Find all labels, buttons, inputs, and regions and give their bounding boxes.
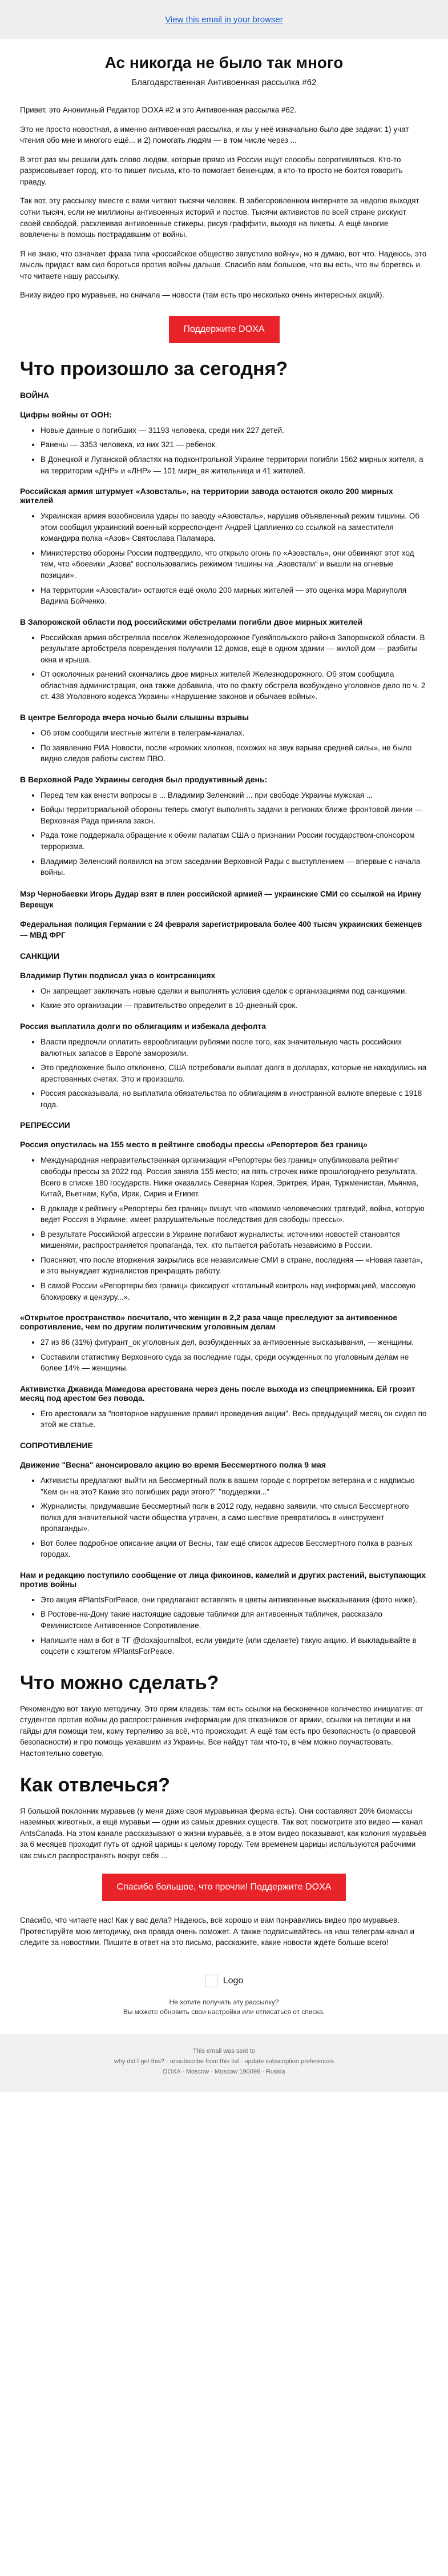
putin-heading: Владимир Путин подписал указ о контрсанкциях [20,970,216,980]
support-doxa-button[interactable]: Поддержите DOXA [169,316,280,343]
main-content [20,39,428,2017]
war-heading: ВОЙНА [20,390,49,400]
intro-paragraph-3: В этот раз мы решили дать слово людям, которые прямо из России ищут способы сопротивляться. Кто-то разрисовывает город, кто-то пишет письма, кто-то помогает беженцам, а кто-то просто не боится говорить правду. [20,155,403,186]
footer-logo [20,1975,428,1987]
activist-list [20,1408,428,1430]
rsf-list [20,1155,428,1303]
list-item: • Об этом сообщили местные жители в телеграм-каналах. [41,728,428,739]
azovstal-list [20,511,428,607]
list-item: • В Ростове-на-Дону такие настоящие садовые таблички для антивоенных табличек, рассказало Феминистское Антивоенное Сопротивление. [41,1609,428,1631]
list-item: • Вот более подробное описание акции от Весны, там ещё список адресов Бессмертного полка в разных городах. [41,1538,428,1560]
list-item: • Поясняют, что после вторжения закрылись все независимые СМИ в стране, последняя — «Новая газета», и это вынуждает журналистов прекращать работу. [41,1255,428,1277]
list-item: • В результате Российской агрессии в Украине погибают журналисты, источники новостей становятся мишенями, распространяется пропаганда, тех, кто пытается работать независимо в России. [41,1229,428,1251]
intro-paragraph-2: Это не просто новостная, а именно антивоенная рассылка, и мы у неё изначально было две задачи: 1) учат чтения обо мне и многого ещё... и 2) помогать людям — в том числе через ... [20,124,409,145]
belgorod-list [20,728,428,765]
putin-list [20,986,428,1011]
list-item: • По заявлению РИА Новости, после «громких хлопков, похожих на звук взрыва средней силы», не было видно следов работы систем ПВО. [41,742,428,765]
list-item: • Российская армия обстреляла поселок Железнодорожное Гуляйпольского района Запорожской области. В результате артобстрела повреждения получили 12 домов, ещё в одном здании — жилой дом — разбиты окна и крыша. [41,632,428,666]
unsubscribe-text-2[interactable]: Вы можете обновить свои настройки или отписаться от списка. [123,2007,325,2016]
list-item: • Рада тоже поддержала обращение к обеим палатам США о признании России государством-спонсором терроризма. [41,830,428,852]
zaporizhzhia-list [20,632,428,702]
thanks-support-button[interactable]: Спасибо большое, что прочли! Поддержите DOXA [102,1874,346,1901]
rsf-heading: Россия опустилась на 155 место в рейтинге свободы прессы «Репортеров без границ» [20,1140,368,1150]
numbers-list [20,425,428,476]
closing-paragraph: Спасибо, что читаете нас! Как у вас дела? Надеюсь, всё хорошо и вам понравились видео про муравьев. Протестируйте мою методичку, она правда очень поможет. А также подписывайтесь на наш телеграм-канал и следите за новостями. Пишите в ответ на это письмо, расскажите, какие новости ждёте больше всего! [20,1916,415,1947]
open-space-heading: «Открытое пространство» посчитало, что женщин в 2,2 раза чаще преследуют за антивоенное сопротивление, чем по другим политическим уголовным делам [20,1313,398,1332]
azovstal-heading: Российская армия штурмует «Азовсталь», на территории завода остаются около 200 мирных жителей [20,487,393,505]
numbers-heading: Цифры войны от ООН: [20,409,112,419]
activist-heading: Активистка Джавида Мамедова арестована через день после выхода из спецприемника. Ей грозит месяц под арестом без повода. [20,1384,415,1402]
footer-address: DOXA · Moscow · Moscow 190098 · Russia [163,2068,285,2075]
sent-to-text: This email was sent to [193,2047,255,2055]
zaporizhzhia-heading: В Запорожской области под российскими обстрелами погибли двое мирных жителей [20,617,363,626]
resistance-heading: СОПРОТИВЛЕНИЕ [20,1440,93,1450]
list-item: • От осколочных ранений скончались двое мирных жителей Железнодорожного. Об этом сообщила областная администрация, она также добавила, что по факту обстрела возбуждено уголовное дело по ч. 2 ст. 438 Уголовного кодекса Украины «Нарушение законов и обычаев войны». [41,669,428,702]
open-space-list [20,1337,428,1374]
list-item: • Ранены — 3353 человека, из них 321 — ребенок. [41,439,428,451]
list-item: • Бойцы территориальной обороны теперь смогут выполнять задачи в регионах ближе фронтовой линии — Верховная Рада приняла закон. [41,804,428,826]
gray-footer [0,2034,448,2092]
list-item: • Активисты предлагают выйти на Бессмертный полк в вашем городе с портретом ветерана и с надписью "Кем он на это? Какие это погибших ради этого?" "поддержки..." [41,1475,428,1497]
what-to-do-paragraph: Рекомендую вот такую методичку. Это прям кладезь: там есть ссылки на бесконечное количество инициатив: от студентов против войны до распространения информации для отказников от армии, ссылки на петиции и на гайды для помощи тем, кому терпеливо за всё, что происходит. А ещё там есть про безопасность (о правовой безопасности) и про помощь уехавшим из Украины. Все найдут там что-то, в чём можно поучаствовать. Настоятельно советую. [20,1704,423,1758]
intro-greeting: Привет, это Анонимный Редактор DOXA #2 и это Антивоенная рассылка #62. [20,106,297,114]
list-item: • Он запрещает заключать новые сделки и выполнять условия сделок с организациями под санкциями. [41,986,428,997]
germany-news: Федеральная полиция Германии с 24 февраля зарегистрировала более 400 тысяч украинских беженцев — МВД ФРГ [20,919,422,940]
topbar [0,0,448,39]
plants-heading: Нам и редакцию поступило сообщение от лица фикоинов, камелий и других растений, выступающих против войны [20,1570,426,1589]
mayor-news: Мэр Чернобаевки Игорь Дудар взят в плен российской армией — украинские СМИ со ссылкой на Ирину Верещук [20,889,422,910]
view-in-browser-link[interactable]: View this email in your browser [165,14,283,25]
list-item: • Напишите нам в бот в ТГ @doxajournalbot, если увидите (или сделаете) такую акцию. И выкладывайте в соцсети с хэштегом #PlantsForPeace. [41,1635,428,1657]
intro-paragraph-4: Так вот, эту рассылку вместе с вами читают тысячи человек. В забегоровленном интернете за недолю выходят сотни тысяч, если не миллионы антивоенных историй и постов. Тысячи активистов по всей стране рискуют своей свободой, расклеивая антивоенные стикеры, рисуя граффити, выходя на пикеты. А ещё многие вовлечены в помощь пострадавшим от войны. [20,196,419,239]
list-item: • Журналисты, придумавшие Бессмертный полк в 2012 году, недавно заявили, что смысл Бессмертного полка для значительной части общества утрачен, а само шествие превратилось в «инструмент пропаганды». [41,1501,428,1534]
email-subtitle: Благодарственная Антивоенная рассылка #62 [131,78,317,87]
distract-paragraph: Я большой поклонник муравьев (у меня даже своя муравьиная ферма есть). Они составляют 20% биомассы наземных животных, а ещё муравьи — одни из самых древних существ. Так вот, посмотрите это видео — канал AntsCanada. На этом канале рассказывают о жизни муравьёв, а в этом видео показывают, как колония муравьёв за 6 месяцев проходит путь от одной царицы к целому городу. Тем временем царицы используются рабочими как смысл распространять вокруг себя ... [20,1806,426,1860]
section-title-distract: Как отвлечься? [20,1774,170,1796]
list-item: • В самой России «Репортеры без границ» фиксируют «тотальный контроль над информацией, массовую блокировку и цензуру...». [41,1280,428,1303]
list-item: • Власти предпочли оплатить еврооблигации рублями после того, как значительную часть российских валютных запасов в Европе заморозили. [41,1036,428,1059]
email-title: Ас никогда не было так много [104,54,344,71]
list-item: • 27 из 86 (31%) фигурант_ок уголовных дел, возбужденных за антивоенные высказывания, — женщины. [41,1337,428,1348]
list-item: • Новые данные о погибших — 31193 человека, среди них 227 детей. [41,425,428,436]
belgorod-heading: В центре Белгорода вчера ночью были слышны взрывы [20,713,249,722]
default-list [20,1036,428,1110]
list-item: • Составили статистику Верховного суда за последние годы, среди осужденных по уголовным делам не более 14% — женщины. [41,1352,428,1374]
list-item: • Его арестовали за "повторное нарушение правил проведения акции". Весь предыдущий месяц он сидел по этой же статье. [41,1408,428,1430]
list-item: • Международная неправительственная организация «Репортеры без границ» опубликовала рейтинг свободы прессы за 2022 год. Россия заняла 155 место; на пять строчек ниже прошлогоднего результата. Всего в списке 180 государств. Ниже оказались Северная Корея, Эритрея, Иран, Туркменистан, Мьянма, Китай, Вьетнам, Куба, Ирак, Сирия и Египет. [41,1155,428,1199]
list-item: • Владимир Зеленский появился на этом заседании Верховной Рады с выступлением — впервые с начала войны. [41,856,428,878]
list-item: • Россия рассказывала, но выплатила обязательства по облигациям в иностранной валюте впервые с 1918 года. [41,1088,428,1110]
list-item: • Какие это организации — правительство определит в 10-дневный срок. [41,1000,428,1011]
repression-heading: РЕПРЕССИИ [20,1120,70,1130]
vesna-list [20,1475,428,1560]
list-item: • В Донецкой и Луганской областях на подконтрольной Украине территории погибли 1562 мирных жителя, а на территории «ДНР» и «ЛНР» — 101 мирн_ая жительница и 41 жителей. [41,454,428,476]
section-title-today: Что произошло за сегодня? [20,357,288,380]
intro-paragraph-6: Внизу видео про муравьев, но сначала — новости (там есть про несколько очень интересных акций). [20,291,385,300]
list-item: • В докладе к рейтингу «Репортеры без границ» пишут, что «помимо человеческих трагедий, война, которую ведет Россия в Украине, имеет разрушительные последствия для свободы прессы». [41,1203,428,1225]
list-item: • Министерство обороны России подтвердило, что открыло огонь по «Азовсталь», они обвиняют этот ход тем, что «боевики „Азова“ воспользовались режимом тишины на „Азовстали“ и вышли на огневые позиции». [41,548,428,581]
rada-heading: В Верховной Раде Украины сегодня был продуктивный день: [20,774,268,784]
footer-links[interactable]: why did I get this? · unsubscribe from this list · update subscription preferences [114,2057,334,2065]
sanctions-heading: САНКЦИИ [20,951,59,961]
default-heading: Россия выплатила долги по облигациям и избежала дефолта [20,1022,267,1031]
rada-list [20,790,428,878]
section-title-what-to-do: Что можно сделать? [20,1671,219,1694]
logo-icon [205,1975,217,1987]
vesna-heading: Движение "Весна" анонсировало акцию во время Бессмертного полка 9 мая [20,1460,326,1469]
plants-list [20,1594,428,1657]
logo-alt-text: Logo [223,1976,244,1986]
list-item: • Перед тем как внести вопросы в ... Владимир Зеленский ... при свободе Украины мужская ... [41,790,428,801]
list-item: • Это акция #PlantsForPeace, они предлагают вставлять в цветы антивоенные высказывания (фото ниже). [41,1594,428,1606]
list-item: • На территории «Азовстали» остаются ещё около 200 мирных жителей — это оценка мэра Мариуполя Вадима Бойченко. [41,585,428,607]
unsubscribe-text-1: Не хотите получать эту рассылку? [169,1998,279,2006]
list-item: • Украинская армия возобновила удары по заводу «Азовсталь», нарушив объявленный режим тишины. Об этом сообщил украинский военный корреспондент Андрей Цаплиенко со ссылкой на заместителя командира полка «Азов» Святослава Паламара. [41,511,428,544]
intro-paragraph-5: Я не знаю, что означает фраза типа «российское общество запустило войну», но я думаю, вот что. Надеюсь, это мысль придаст вам сил бороться против войны дальше. Спасибо вам большое, что вы есть, что вы боретесь и что читаете нашу рассылку. [20,249,427,280]
list-item: • Это предложение было отклонено, США потребовали выплат долга в долларах, которые не находились на арестованных счетах. Это и произошло. [41,1062,428,1084]
